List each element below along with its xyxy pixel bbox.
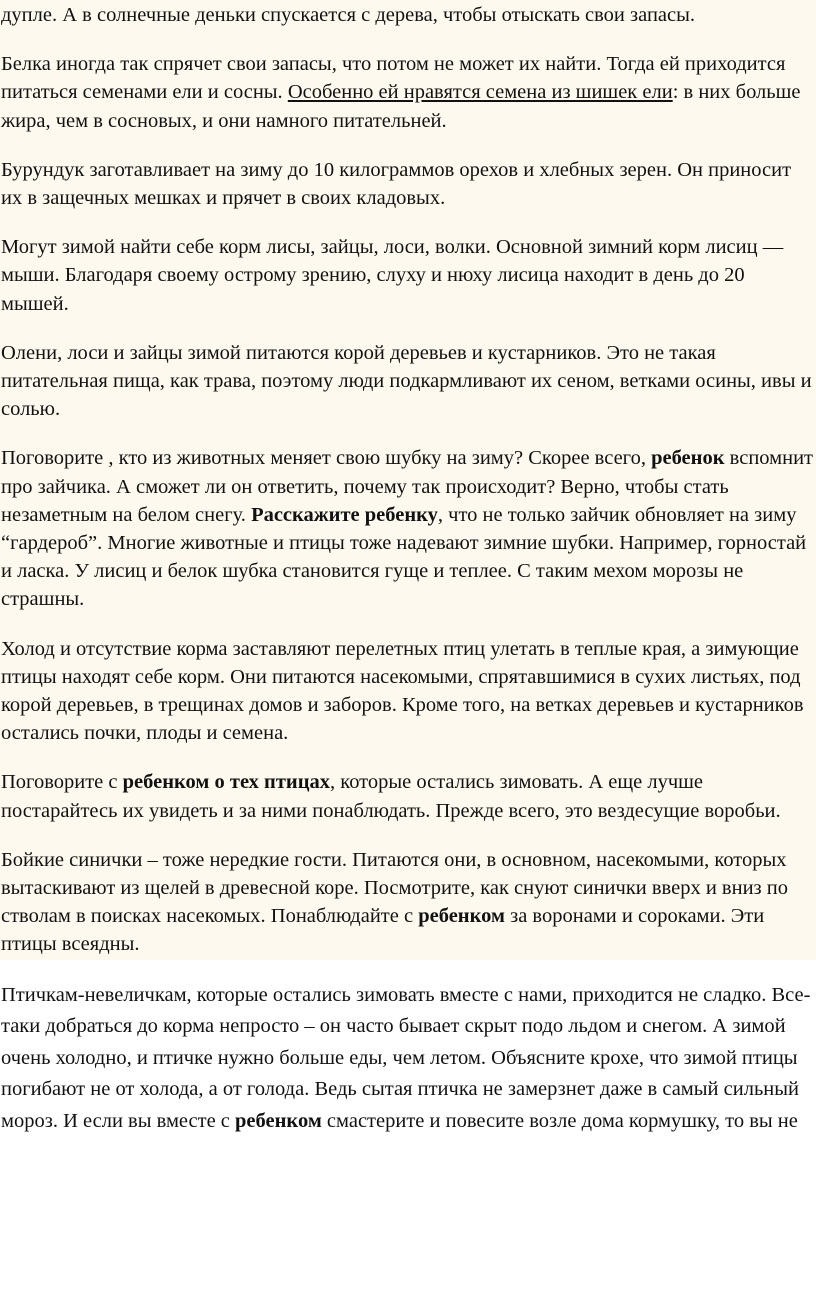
bold-phrase: ребенок xyxy=(651,447,725,470)
paragraph-squirrel-seeds: Белка иногда так спрячет свои запасы, что потом не может их найти. Тогда ей приходится питаться семенами ели и сосны. Особенно ей нравятся семена из шишек ели: в них больше жира, чем в сосновых, и они намного питательней. xyxy=(1,53,801,132)
bold-phrase: Расскажите ребенку xyxy=(251,503,438,526)
plain-text-block xyxy=(0,960,816,1138)
paragraph-bird-feeder: Птичкам-невеличкам, которые остались зимовать вместе с нами, приходится не сладко. Все-таки добраться до корма непросто – он часто бывает скрыт подо льдом и снегом. А зимой очень холодно, и птичке нужно больше еды, чем летом. Объясните крохе, что зимой птицы погибают не от холода, а от голода. Ведь сытая птичка не замерзнет даже в самый сильный мороз. И если вы вместе с ребенком смастерите и повесите возле дома кормушку, то вы не xyxy=(1,983,811,1132)
paragraph-deer: Олени, лоси и зайцы зимой питаются корой деревьев и кустарников. Это не такая питательная пища, как трава, поэтому люди подкармливают их сеном, ветками осины, ивы и солью. xyxy=(1,341,812,421)
underlined-phrase: Особенно ей нравятся семена из шишек ели xyxy=(287,81,673,104)
paragraph-chipmunk: Бурундук заготавливает на зиму до 10 килограммов орехов и хлебных зерен. Он приносит их в защечных мешках и прячет в своих кладовых. xyxy=(1,158,792,210)
paragraph-squirrel-hollow: дупле. А в солнечные деньки спускается с дерева, чтобы отыскать свои запасы. xyxy=(1,4,696,26)
paragraph-wintering-birds: Поговорите с ребенком о тех птицах, которые остались зимовать. А еще лучше постарайтесь их увидеть и за ними понаблюдать. Прежде всего, это вездесущие воробьи. xyxy=(1,771,781,822)
bold-phrase: ребенком о тех птицах xyxy=(122,771,331,794)
bold-phrase: ребенком xyxy=(418,905,505,928)
paragraph-tits: Бойкие синички – тоже нередкие гости. Питаются они, в основном, насекомыми, которых вытаскивают из щелей в древесной коре. Посмотрите, как снуют синички вверх и вниз по стволам в поисках насекомых. Понаблюдайте с ребенком за воронами и сороками. Эти птицы всеядны. xyxy=(1,848,788,956)
paragraph-migratory-birds: Холод и отсутствие корма заставляют перелетных птиц улетать в теплые края, а зимующие птицы находят себе корм. Они питаются насекомыми, спрятавшимися в сухих листьях, под корой деревьев, в трещинах домов и заборов. Кроме того, на ветках деревьев и кустарников остались почки, плоды и семена. xyxy=(1,637,804,745)
paragraph-winter-coats: Поговорите , кто из животных меняет свою шубку на зиму? Скорее всего, ребенок вспомнит про зайчика. А сможет ли он ответить, почему так происходит? Верно, чтобы стать незаметным на белом снегу. Расскажите ребенку, что не только зайчик обновляет на зиму “гардероб”. Многие животные и птицы тоже надевают зимние шубки. Например, горностай и ласка. У лисиц и белок шубка становится гуще и теплее. С таким мехом морозы не страшны. xyxy=(1,447,814,611)
paragraph-foxes: Могут зимой найти себе корм лисы, зайцы, лоси, волки. Основной зимний корм лисиц — мыши. Благодаря своему острому зрению, слуху и нюху лисица находит в день до 20 мышей. xyxy=(1,236,784,315)
bold-phrase: ребенком xyxy=(235,1109,322,1132)
